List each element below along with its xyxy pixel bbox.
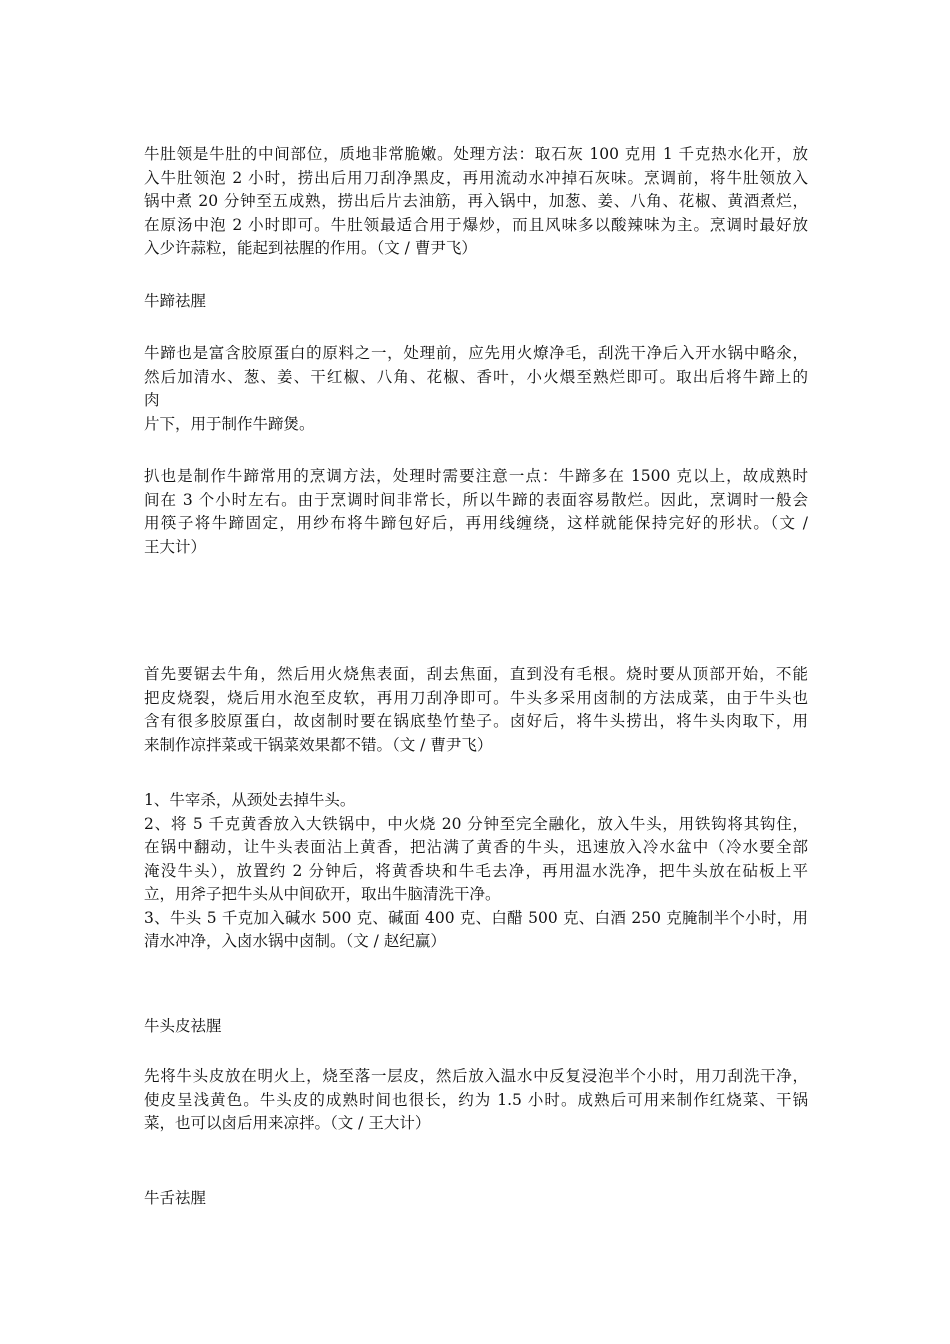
section-heading-beef-head-skin: 牛头皮祛腥 <box>144 1017 222 1035</box>
text-line: 牛肚领是牛肚的中间部位，质地非常脆嫩。处理方法：取石灰 100 克用 1 千克热水化开，放 <box>144 145 808 163</box>
text-line: 先将牛头皮放在明火上，烧至落一层皮，然后放入温水中反复浸泡半个小时，用刀刮洗干净， <box>144 1067 808 1085</box>
text-line: 然后加清水、葱、姜、干红椒、八角、花椒、香叶，小火煨至熟烂即可。取出后将牛蹄上的 <box>144 367 808 386</box>
paragraph-beef-head <box>144 663 808 757</box>
paragraph-beef-head-steps <box>144 789 808 954</box>
text-line: 用筷子将牛蹄固定，用纱布将牛蹄包好后，再用线缠绕，这样就能保持完好的形状。（文 / <box>144 514 808 532</box>
text-line: 间在 3 个小时左右。由于烹调时间非常长，所以牛蹄的表面容易散烂。因此，烹调时一般会 <box>144 490 808 509</box>
text-line: 来制作凉拌菜或干锅菜效果都不错。（文 / 曹尹飞） <box>144 735 493 754</box>
text-line: 含有很多胶原蛋白，故卤制时要在锅底垫竹垫子。卤好后，将牛头捞出，将牛头肉取下，用 <box>144 712 808 730</box>
paragraph-beef-hoof-braise <box>144 465 808 559</box>
text-line: 首先要锯去牛角，然后用火烧焦表面，刮去焦面，直到没有毛根。烧时要从顶部开始，不能 <box>144 665 808 683</box>
text-line: 清水冲净，入卤水锅中卤制。（文 / 赵纪赢） <box>144 932 446 950</box>
text-line: 入少许蒜粒，能起到祛腥的作用。（文 / 曹尹飞） <box>144 239 477 257</box>
text-line: 3、牛头 5 千克加入碱水 500 克、碱面 400 克、白醋 500 克、白酒 250 克腌制半个小时，用 <box>144 908 808 927</box>
text-line: 锅中煮 20 分钟至五成熟，捞出后片去油筋，再入锅中，加葱、姜、八角、花椒、黄酒煮烂， <box>144 192 808 210</box>
text-line: 牛蹄也是富含胶原蛋白的原料之一，处理前，应先用火燎净毛，刮洗干净后入开水锅中略氽， <box>144 344 808 362</box>
text-line: 1、牛宰杀，从颈处去掉牛头。 <box>144 791 356 809</box>
text-line: 王大计） <box>144 537 207 556</box>
text-line: 把皮烧裂，烧后用水泡至皮软，再用刀刮净即可。牛头多采用卤制的方法成菜，由于牛头也 <box>144 688 808 707</box>
section-heading-beef-tongue: 牛舌祛腥 <box>144 1189 207 1207</box>
text-line: 扒也是制作牛蹄常用的烹调方法，处理时需要注意一点：牛蹄多在 1500 克以上，故成熟时 <box>144 467 808 485</box>
text-line: 菜，也可以卤后用来凉拌。（文 / 王大计） <box>144 1114 431 1132</box>
text-line: 2、将 5 千克黄香放入大铁锅中，中火烧 20 分钟至完全融化，放入牛头，用铁钩将其钩住， <box>144 814 808 833</box>
text-line: 入牛肚领泡 2 小时，捞出后用刀刮净黑皮，再用流动水冲掉石灰味。烹调前，将牛肚领放入 <box>144 168 808 187</box>
section-heading-beef-hoof: 牛蹄祛腥 <box>144 292 207 310</box>
paragraph-beef-tripe <box>144 143 808 261</box>
text-line: 在原汤中泡 2 小时即可。牛肚领最适合用于爆炒，而且风味多以酸辣味为主。烹调时最好放 <box>144 215 808 234</box>
text-line: 片下，用于制作牛蹄煲。 <box>144 414 315 433</box>
text-line: 立，用斧子把牛头从中间砍开，取出牛脑清洗干净。 <box>144 885 501 903</box>
text-line: 使皮呈浅黄色。牛头皮的成熟时间也很长，约为 1.5 小时。成熟后可用来制作红烧菜、干锅 <box>144 1090 808 1109</box>
text-line: 淹没牛头），放置约 2 分钟后，将黄香块和牛毛去净，再用温水洗净，把牛头放在砧板上平 <box>144 861 808 880</box>
paragraph-beef-hoof-prep <box>144 342 808 436</box>
text-line: 肉 <box>144 391 160 409</box>
paragraph-beef-head-skin <box>144 1065 808 1136</box>
text-line: 在锅中翻动，让牛头表面沾上黄香，把沾满了黄香的牛头，迅速放入冷水盆中（冷水要全部 <box>144 838 808 856</box>
